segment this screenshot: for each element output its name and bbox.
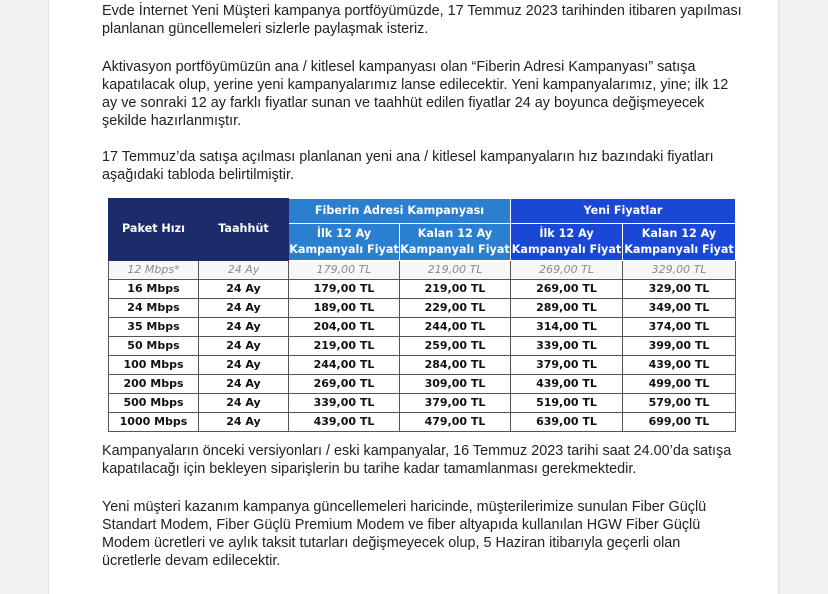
header-commitment: Taahhüt [199, 199, 289, 261]
cell-new-first: 269,00 TL [511, 279, 623, 298]
cell-term: 24 Ay [199, 412, 289, 431]
header-new-first-line1: İlk 12 Ay [539, 226, 594, 240]
cell-new-first: 639,00 TL [511, 412, 623, 431]
cell-fiber-rest: 309,00 TL [400, 374, 511, 393]
cell-term: 24 Ay [199, 355, 289, 374]
cell-speed: 16 Mbps [109, 279, 199, 298]
cell-new-rest: 374,00 TL [623, 317, 736, 336]
cell-fiber-rest: 379,00 TL [400, 393, 511, 412]
cell-new-rest: 399,00 TL [623, 336, 736, 355]
modem-paragraph: Yeni müşteri kazanım kampanya güncellemeleri haricinde, müşterilerimize sunulan Fiber Güçlü Standart Modem, Fiber Güçlü Premium Modem ve fiber altyapıda kullanılan HGW Fiber Güçlü Modem ücretleri ve aylık taksit tutarları değişmeyecek olup, 5 Haziran itibarıyla geçerli olan ücretlerle devam edilecektir. [102, 498, 707, 569]
cell-new-first: 269,00 TL [511, 260, 623, 279]
cell-term: 24 Ay [199, 298, 289, 317]
cell-fiber-first: 244,00 TL [289, 355, 400, 374]
cell-fiber-rest: 219,00 TL [400, 279, 511, 298]
cell-new-rest: 329,00 TL [623, 260, 736, 279]
document-body [102, 2, 742, 570]
cell-fiber-first: 189,00 TL [289, 298, 400, 317]
table-row [109, 317, 736, 336]
cell-new-first: 289,00 TL [511, 298, 623, 317]
header-new-rest-line1: Kalan 12 Ay [641, 226, 717, 240]
header-new-rest-line2: Kampanyalı Fiyat [624, 242, 734, 256]
header-new-first-line2: Kampanyalı Fiyat [511, 242, 622, 256]
header-speed: Paket Hızı [109, 199, 199, 261]
cell-speed: 35 Mbps [109, 317, 199, 336]
cell-fiber-first: 179,00 TL [289, 279, 400, 298]
cell-new-rest: 499,00 TL [623, 374, 736, 393]
pricing-intro-paragraph: 17 Temmuz’da satışa açılması planlanan yeni ana / kitlesel kampanyaların hız bazındaki fiyatları aşağıdaki tabloda belirtilmiştir. [102, 149, 714, 183]
cell-new-rest: 329,00 TL [623, 279, 736, 298]
table-row [109, 298, 736, 317]
pricing-table [108, 198, 736, 432]
table-row [109, 279, 736, 298]
cell-fiber-rest: 219,00 TL [400, 260, 511, 279]
header-fiber-rest-line2: Kampanyalı Fiyat [400, 242, 510, 256]
cell-fiber-first: 269,00 TL [289, 374, 400, 393]
campaign-paragraph: Aktivasyon portföyümüzün ana / kitlesel kampanyası olan “Fiberin Adresi Kampanyası” satışa kapatılacak olup, yerine yeni kampanyalarımız lanse edilecektir. Yeni kampanyalarımız, yine; ilk 12 ay ve sonraki 12 ay farklı fiyatlar sunan ve taahhüt edilen fiyatlar 24 ay boyunca değişmeyecek şekilde hazırlanmıştır. [102, 59, 729, 129]
pricing-table-body [109, 260, 736, 431]
header-group-new: Yeni Fiyatlar [511, 199, 736, 224]
cell-new-first: 519,00 TL [511, 393, 623, 412]
cell-new-first: 379,00 TL [511, 355, 623, 374]
header-fiber-first-line2: Kampanyalı Fiyat [289, 242, 399, 256]
cell-term: 24 Ay [199, 393, 289, 412]
header-fiber-rest [400, 223, 511, 260]
cell-fiber-first: 219,00 TL [289, 336, 400, 355]
cell-speed: 12 Mbps* [109, 260, 199, 279]
cell-term: 24 Ay [199, 317, 289, 336]
cell-speed: 500 Mbps [109, 393, 199, 412]
header-new-first [511, 223, 623, 260]
cell-fiber-first: 204,00 TL [289, 317, 400, 336]
cell-fiber-first: 339,00 TL [289, 393, 400, 412]
cell-term: 24 Ay [199, 260, 289, 279]
cell-fiber-rest: 479,00 TL [400, 412, 511, 431]
pricing-table-wrapper [108, 198, 742, 432]
cell-new-first: 439,00 TL [511, 374, 623, 393]
cell-term: 24 Ay [199, 336, 289, 355]
header-group-fiber: Fiberin Adresi Kampanyası [289, 199, 511, 224]
cell-new-rest: 579,00 TL [623, 393, 736, 412]
intro-paragraph: Evde İnternet Yeni Müşteri kampanya portföyümüzde, 17 Temmuz 2023 tarihinden itibaren yapılması planlanan güncellemeleri sizlerle paylaşmak isteriz. [102, 3, 742, 37]
cell-fiber-rest: 259,00 TL [400, 336, 511, 355]
header-fiber-rest-line1: Kalan 12 Ay [417, 226, 493, 240]
cell-new-rest: 699,00 TL [623, 412, 736, 431]
cell-speed: 1000 Mbps [109, 412, 199, 431]
table-row [109, 355, 736, 374]
cell-term: 24 Ay [199, 279, 289, 298]
old-campaigns-paragraph: Kampanyaların önceki versiyonları / eski kampanyalar, 16 Temmuz 2023 tarihi saat 24.00’da satışa kapatılacağı için bekleyen siparişlerin bu tarihe kadar tamamlanması gerekmektedir. [102, 442, 732, 477]
table-row [109, 336, 736, 355]
document-page [48, 0, 779, 594]
cell-term: 24 Ay [199, 374, 289, 393]
cell-fiber-rest: 284,00 TL [400, 355, 511, 374]
cell-new-first: 314,00 TL [511, 317, 623, 336]
table-row [109, 260, 736, 279]
cell-new-first: 339,00 TL [511, 336, 623, 355]
cell-fiber-first: 179,00 TL [289, 260, 400, 279]
cell-fiber-rest: 229,00 TL [400, 298, 511, 317]
cell-speed: 50 Mbps [109, 336, 199, 355]
cell-speed: 200 Mbps [109, 374, 199, 393]
header-fiber-first [289, 223, 400, 260]
header-new-rest [623, 223, 736, 260]
cell-speed: 100 Mbps [109, 355, 199, 374]
table-row [109, 412, 736, 431]
table-row [109, 393, 736, 412]
table-row [109, 374, 736, 393]
cell-fiber-first: 439,00 TL [289, 412, 400, 431]
cell-new-rest: 349,00 TL [623, 298, 736, 317]
cell-new-rest: 439,00 TL [623, 355, 736, 374]
cell-fiber-rest: 244,00 TL [400, 317, 511, 336]
cell-speed: 24 Mbps [109, 298, 199, 317]
header-fiber-first-line1: İlk 12 Ay [316, 226, 372, 240]
